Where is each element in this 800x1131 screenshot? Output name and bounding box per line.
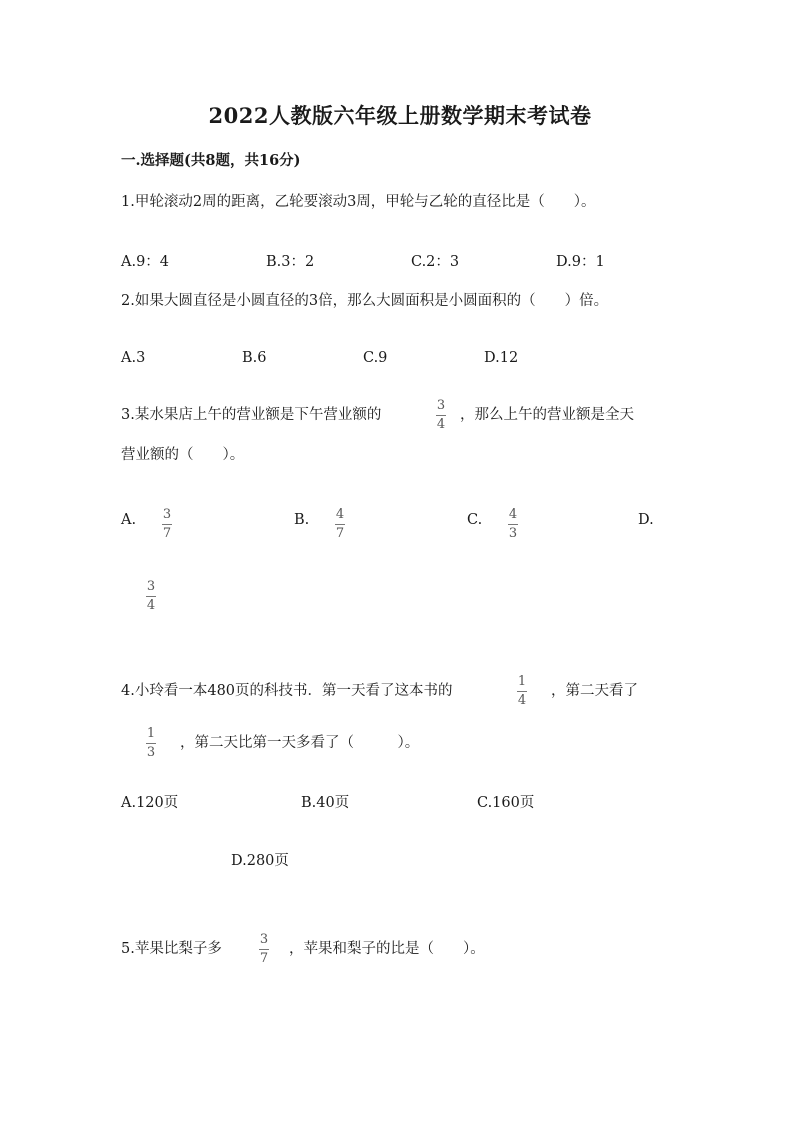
question-text-continued: ，第二天看了 — [551, 683, 638, 699]
section-heading: 一.选择题(共8题，共16分) — [121, 152, 301, 169]
q4-option-a[interactable]: A.120页 — [121, 795, 179, 811]
numerator: 1 — [517, 674, 527, 689]
q2-option-b[interactable]: B.6 — [242, 350, 267, 366]
question-4-line-1 — [121, 679, 453, 700]
question-text-continued: ，苹果和梨子的比是（ ）。 — [289, 941, 485, 957]
fraction — [144, 580, 158, 612]
fraction-bar — [335, 524, 345, 525]
fraction — [434, 399, 448, 431]
denominator: 4 — [146, 598, 156, 613]
q2-option-a[interactable]: A.3 — [121, 350, 146, 366]
fraction-bar — [517, 691, 527, 692]
denominator: 3 — [508, 526, 518, 541]
q4-option-d[interactable]: D.280页 — [231, 853, 289, 869]
question-text: 苹果比梨子多 — [134, 941, 222, 957]
q2-option-c[interactable]: C.9 — [363, 350, 388, 366]
question-number: 2. — [121, 293, 135, 309]
question-number: 3. — [121, 407, 135, 423]
option-label: A. — [121, 512, 137, 528]
q3-option-d[interactable] — [638, 512, 654, 528]
q3-option-b[interactable] — [294, 512, 309, 528]
question-text: 某水果店上午的营业额是下午营业额的 — [134, 407, 382, 423]
fraction-bar — [162, 524, 172, 525]
fraction — [144, 727, 158, 759]
q1-option-a[interactable]: A.9：4 — [121, 254, 170, 270]
fraction-bar — [146, 743, 156, 744]
page-title: 2022人教版六年级上册数学期末考试卷 — [208, 103, 592, 128]
question-text: 甲轮滚动2周的距离，乙轮要滚动3周，甲轮与乙轮的直径比是（ ）。 — [134, 194, 596, 210]
numerator: 3 — [162, 507, 172, 522]
q3-option-a[interactable] — [121, 512, 136, 528]
denominator: 3 — [146, 745, 156, 760]
q3-option-c[interactable] — [467, 512, 482, 528]
q2-option-d[interactable]: D.12 — [484, 350, 519, 366]
question-number: 4. — [121, 683, 135, 699]
numerator: 3 — [259, 932, 269, 947]
question-text: 如果大圆直径是小圆直径的3倍，那么大圆面积是小圆面积的（ ）倍。 — [134, 293, 609, 309]
denominator: 4 — [436, 417, 446, 432]
q1-option-d[interactable]: D.9：1 — [556, 254, 605, 270]
numerator: 4 — [508, 507, 518, 522]
question-text: 小玲看一本480页的科技书．第一天看了这本书的 — [134, 683, 453, 699]
numerator: 1 — [146, 726, 156, 741]
question-number: 5. — [121, 941, 135, 957]
fraction — [333, 508, 347, 540]
denominator: 7 — [335, 526, 345, 541]
question-text-continued: ，第二天比第一天多看了（ ）。 — [180, 735, 420, 751]
fraction-bar — [508, 524, 518, 525]
numerator: 4 — [335, 507, 345, 522]
question-1 — [121, 190, 596, 211]
fraction-bar — [146, 596, 156, 597]
numerator: 3 — [436, 398, 446, 413]
question-3-line-1 — [121, 403, 381, 424]
question-3-line-2: 营业额的（ ）。 — [121, 447, 245, 463]
fraction — [257, 933, 271, 965]
fraction-bar — [436, 415, 446, 416]
q1-option-c[interactable]: C.2：3 — [411, 254, 460, 270]
denominator: 7 — [162, 526, 172, 541]
fraction — [160, 508, 174, 540]
fraction — [506, 508, 520, 540]
question-2 — [121, 289, 608, 310]
numerator: 3 — [146, 579, 156, 594]
option-label: D. — [638, 512, 654, 528]
option-label: B. — [294, 512, 310, 528]
question-number: 1. — [121, 194, 135, 210]
option-label: C. — [467, 512, 483, 528]
denominator: 7 — [259, 951, 269, 966]
q4-option-c[interactable]: C.160页 — [477, 795, 535, 811]
question-text-continued: ，那么上午的营业额是全天 — [460, 407, 634, 423]
fraction — [515, 675, 529, 707]
fraction-bar — [259, 949, 269, 950]
q1-option-b[interactable]: B.3：2 — [266, 254, 315, 270]
q4-option-b[interactable]: B.40页 — [301, 795, 350, 811]
question-5 — [121, 937, 222, 958]
denominator: 4 — [517, 693, 527, 708]
